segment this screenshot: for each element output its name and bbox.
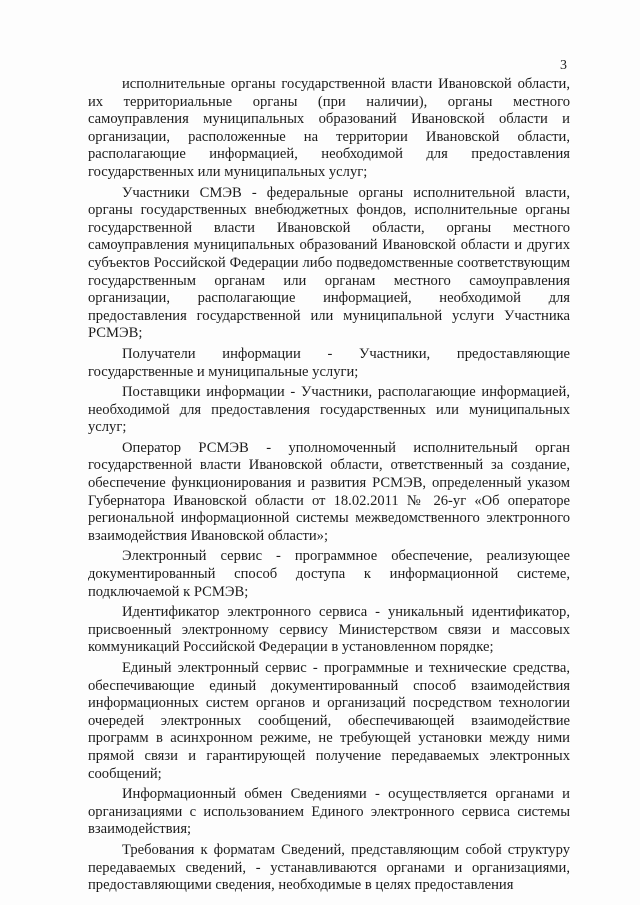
paragraph-format-requirements: Требования к форматам Сведений, представляющим собой структуру передаваемых сведений, - устанавливаются органами и организациями, предоставляющими сведения, необходимые в целях предоставления bbox=[88, 841, 570, 894]
paragraph-service-identifier: Идентификатор электронного сервиса - уникальный идентификатор, присвоенный электронному сервису Министерством связи и массовых коммуникаций Российской Федерации в установленном порядке; bbox=[88, 604, 570, 656]
paragraph-information-providers: Поставщики информации - Участники, располагающие информацией, необходимой для предоставления государственных или муниципальных услуг; bbox=[88, 384, 570, 436]
document-body bbox=[88, 76, 570, 898]
paragraph-rsmev-operator: Оператор РСМЭВ - уполномоченный исполнительный орган государственной власти Ивановской области, ответственный за создание, обеспечение функционирования и развития РСМЭВ, определенный указом Губернатора Ивановской области от 18.02.2011 № 26-уг «Об операторе региональной информационной системы межведомственного электронного взаимодействия Ивановской области»; bbox=[88, 439, 570, 544]
paragraph-unified-service: Единый электронный сервис - программные и технические средства, обеспечивающие единый документированный способ взаимодействия информационных систем органов и организаций посредством технологии очередей электронных сообщений, обеспечивающей взаимодействие программ в асинхронном режиме, не требующей установки между ними прямой связи и гарантирующей получение передаваемых электронных сообщений; bbox=[88, 660, 570, 782]
page-number: 3 bbox=[560, 58, 567, 73]
paragraph-electronic-service: Электронный сервис - программное обеспечение, реализующее документированный способ доступа к информационной системе, подключаемой к РСМЭВ; bbox=[88, 548, 570, 600]
paragraph-executive-bodies: исполнительные органы государственной власти Ивановской области, их территориальные органы (при наличии), органы местного самоуправления муниципальных образований Ивановской области и организации, расположенные на территории Ивановской области, располагающие информацией, необходимой для предоставления государственных или муниципальных услуг; bbox=[88, 76, 570, 180]
paragraph-smev-participants: Участники СМЭВ - федеральные органы исполнительной власти, органы государственных внебюджетных фондов, исполнительные органы государственной власти Ивановской области, органы местного самоуправления муниципальных образований Ивановской области и других субъектов Российской Федерации либо подведомственные соответствующим государственным органам или органам местного самоуправления организации, располагающие информацией, необходимой для предоставления государственной или муниципальной услуги Участника РСМЭВ; bbox=[88, 184, 570, 342]
paragraph-information-recipients: Получатели информации - Участники, предоставляющие государственные и муниципальные услуги; bbox=[88, 345, 570, 380]
paragraph-information-exchange: Информационный обмен Сведениями - осуществляется органами и организациями с использованием Единого электронного сервиса системы взаимодействия; bbox=[88, 786, 570, 838]
